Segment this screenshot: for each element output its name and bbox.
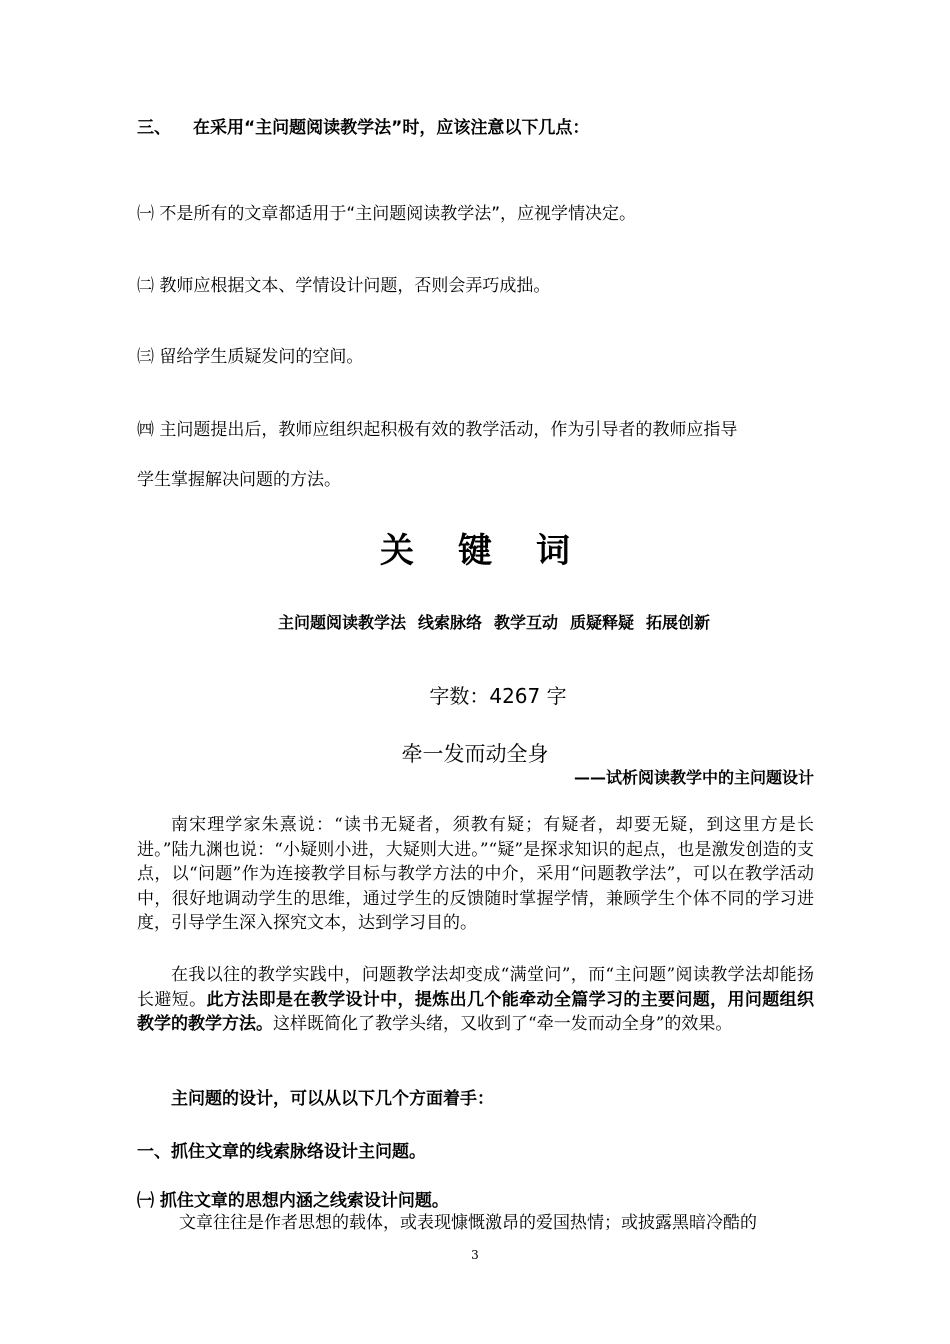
essay-title: 牵一发而动全身	[401, 742, 549, 766]
keywords-list	[0, 610, 950, 633]
keyword-item: 主问题阅读教学法	[277, 613, 406, 632]
keyword-item: 质疑释疑	[570, 613, 635, 632]
section-heading	[137, 113, 589, 138]
paragraph-design-intro: 主问题的设计，可以从以下几个方面着手：	[171, 1089, 494, 1109]
essay-subtitle: ——试析阅读教学中的主问题设计	[573, 768, 814, 787]
section-heading-text: 在采用“主问题阅读教学法”时，应该注意以下几点：	[193, 118, 590, 138]
note-item-4: ㈣ 主问题提出后，教师应组织起积极有效的教学活动，作为引导者的教师应指导	[137, 420, 738, 440]
keyword-item: 教学互动	[493, 613, 558, 632]
word-count: 字数：4267 字	[429, 684, 567, 708]
paragraph-method	[137, 963, 814, 1037]
note-item-2: ㈡ 教师应根据文本、学情设计问题，否则会弄巧成拙。	[137, 276, 551, 296]
paragraph-intro: 南宋理学家朱熹说：“读书无疑者，须教有疑；有疑者，却要无疑，到这里方是长进。”陆九渊也说：“小疑则小进，大疑则大进。”“疑”是探求知识的起点，也是激发创造的支点，以“问题”作为连接教学目标与教学方法的中介，采用“问题教学法”，可以在教学活动中，很好地调动学生的思维，通过学生的反馈随时掌握学情，兼顾学生个体不同的学习进度，引导学生深入探究文本，达到学习目的。	[137, 815, 814, 933]
keyword-item: 拓展创新	[646, 613, 711, 632]
keywords-title: 关键词	[380, 531, 614, 571]
subheading-one-a: ㈠ 抓住文章的思想内涵之线索设计问题。	[137, 1191, 449, 1211]
note-item-4-continued: 学生掌握解决问题的方法。	[137, 470, 341, 490]
paragraph-method-end: 这样既简化了教学头绪，又收到了“牵一发而动全身”的效果。	[273, 1014, 733, 1034]
note-item-1: ㈠ 不是所有的文章都适用于“主问题阅读教学法”，应视学情决定。	[137, 204, 637, 224]
paragraph-thought-thread: 文章往往是作者思想的载体，或表现慷慨激昂的爱国热情；或披露黑暗冷酷的	[179, 1213, 757, 1233]
page-number: 3	[471, 1248, 479, 1262]
section-number: 三、	[137, 118, 171, 138]
subheading-one: 一、抓住文章的线索脉络设计主问题。	[137, 1142, 426, 1162]
keyword-item: 线索脉络	[417, 613, 482, 632]
note-item-3: ㈢ 留给学生质疑发问的空间。	[137, 347, 364, 367]
paragraph-method-emphasis: 此方法即是在教学设计中，提炼出几个能牵动全篇学习的主要问题，用问题组织教学的教学方法。	[137, 989, 815, 1034]
paragraph-method-start: 在我以往的教学实践中，问题教学法却变成“满堂问”，而“主问题”阅读教学法却能扬长避短。	[137, 965, 814, 1010]
